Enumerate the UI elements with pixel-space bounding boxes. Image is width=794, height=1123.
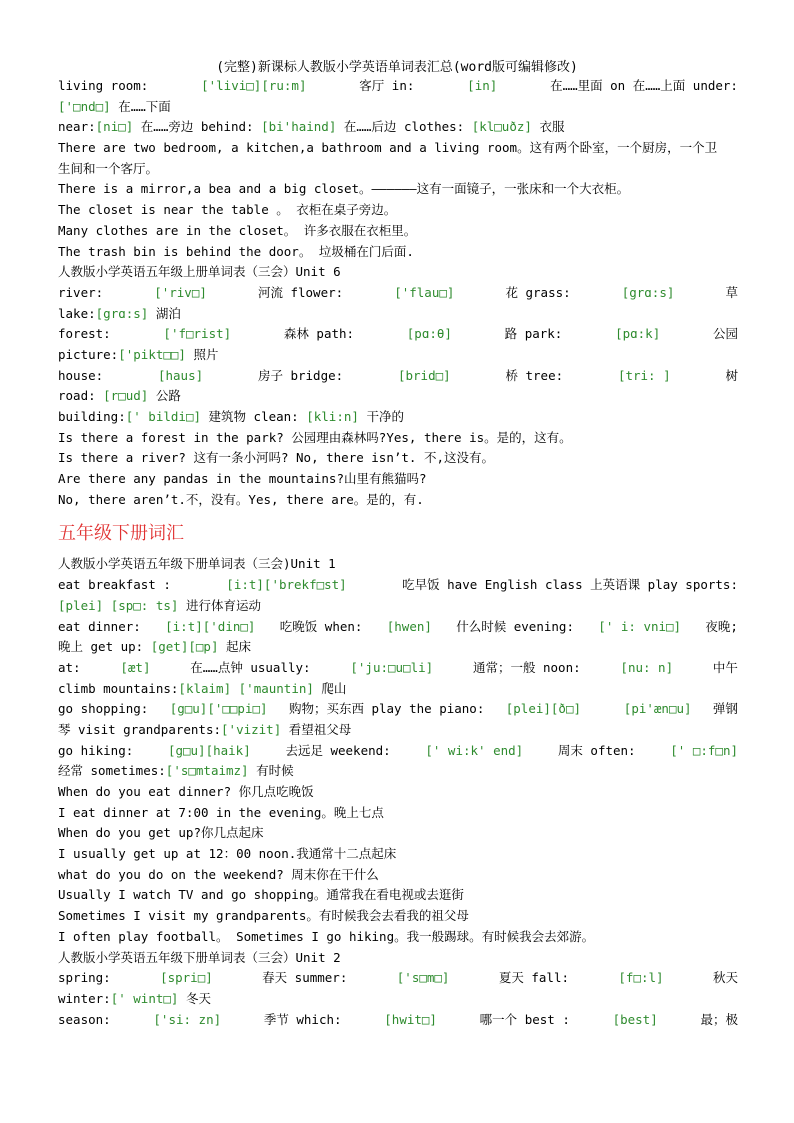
line-text	[103, 598, 111, 613]
phonetic-text: [brid□]	[397, 367, 451, 383]
line-text: eat breakfast :	[58, 577, 171, 593]
phonetic-text: [f□:l]	[618, 970, 664, 986]
text-line	[58, 637, 738, 658]
line-text: road:	[58, 388, 104, 404]
phonetic-text: ['flau□]	[394, 284, 455, 300]
text-line	[58, 927, 738, 948]
line-text: The trash bin is behind the door。 垃圾桶在门后面.	[58, 243, 414, 259]
text-line	[58, 699, 738, 720]
text-line	[58, 117, 738, 138]
phonetic-text: ['pikt□□]	[118, 346, 186, 362]
line-text: 衣服	[531, 119, 565, 135]
phonetic-text: [kli:n]	[306, 409, 359, 424]
line-text: go shopping:	[58, 701, 149, 717]
line-text: building:	[58, 409, 126, 424]
phonetic-text: [' bildi□]	[125, 409, 201, 424]
phonetic-text: [kl□uðz]	[471, 119, 532, 135]
text-line	[58, 304, 738, 325]
phonetic-text: [i:t]['brekf□st]	[226, 577, 347, 593]
line-text: Are there any pandas in the mountains?山里有熊猫吗?	[58, 471, 427, 487]
line-text: 花 grass:	[505, 284, 571, 300]
text-line	[58, 221, 738, 242]
line-text: 经常 sometimes:	[58, 763, 166, 779]
phonetic-text: [' □:f□n]	[670, 742, 738, 758]
line-text: 有时候	[248, 763, 294, 779]
line-text: 人教版小学英语五年级下册单词表（三会)Unit 1	[58, 556, 336, 572]
line-text: 路 park:	[504, 326, 563, 342]
phonetic-text: [grɑ:s]	[95, 305, 149, 321]
phonetic-text: [in]	[467, 78, 498, 93]
text-line	[58, 283, 738, 304]
line-text: season:	[58, 1011, 111, 1027]
line-text: The closet is near the table 。 衣柜在桌子旁边。	[58, 202, 397, 218]
text-line	[58, 242, 738, 263]
text-line	[58, 617, 738, 638]
text-line	[58, 1010, 738, 1031]
text-line	[58, 138, 738, 159]
line-text: eat dinner:	[58, 618, 141, 634]
line-text: forest:	[58, 326, 111, 342]
text-line	[58, 97, 738, 118]
phonetic-text: [ni□]	[95, 119, 134, 135]
line-text: I usually get up at 12：00 noon.我通常十二点起床	[58, 846, 397, 862]
line-text: 夜晚;	[705, 618, 738, 634]
text-line	[58, 596, 738, 617]
phonetic-text: [spri□]	[160, 970, 213, 986]
line-text: 在……旁边 behind:	[133, 119, 262, 135]
line-text: 哪一个 best :	[479, 1011, 570, 1027]
line-text: 夏天 fall:	[498, 970, 569, 986]
phonetic-text: [g□u][haik]	[167, 742, 251, 758]
text-line	[58, 906, 738, 927]
phonetic-text: ['riv□]	[154, 284, 207, 300]
line-text: 爬山	[313, 680, 347, 696]
line-text: 看望祖父母	[281, 721, 352, 737]
text-line	[58, 823, 738, 844]
text-line	[58, 803, 738, 824]
line-text: 通常；一般 noon:	[472, 659, 581, 675]
line-text: 河流 flower:	[257, 284, 344, 300]
line-text: river:	[58, 284, 104, 300]
line-text: climb mountains:	[58, 680, 179, 696]
phonetic-text: ['livi□][ru:m]	[201, 78, 307, 93]
text-line	[58, 345, 738, 366]
phonetic-text: [klaim]	[178, 680, 232, 696]
line-text: 公路	[148, 388, 181, 404]
line-text: 树	[725, 367, 738, 383]
line-text: 建筑物 clean:	[201, 409, 307, 424]
line-text: 晚上 get up:	[58, 639, 151, 655]
text-line	[58, 262, 738, 283]
line-text: 五年级下册词汇	[58, 523, 184, 545]
line-text: Usually I watch TV and go shopping。通常我在看电视或去逛街	[58, 887, 464, 903]
line-text: 进行体育运动	[178, 597, 261, 613]
line-text: what do you do on the weekend? 周末你在干什么	[58, 866, 379, 882]
document-header: (完整)新课标人教版小学英语单词表汇总(word版可编辑修改)	[216, 60, 578, 75]
line-text: 起床	[218, 639, 251, 655]
line-text: There is a mirror,a bea and a big closet。——————这有一面镜子，一张床和一个大衣柜。	[58, 181, 630, 197]
phonetic-text: ['ju:□u□li]	[350, 659, 434, 675]
phonetic-text: [grɑ:s]	[621, 284, 675, 300]
line-text: 桥 tree:	[505, 367, 564, 383]
text-line	[58, 200, 738, 221]
text-line	[58, 720, 738, 741]
phonetic-text: [r□ud]	[103, 388, 149, 404]
phonetic-text: ['□nd□]	[58, 98, 111, 114]
line-text: 人教版小学英语五年级下册单词表（三会）Unit 2	[58, 949, 341, 965]
line-text: 在……里面 on 在……上面 under:	[550, 78, 738, 93]
line-text: near:	[58, 119, 96, 135]
line-text: When do you get up?你几点起床	[58, 825, 264, 841]
text-line	[58, 741, 738, 762]
line-text: 琴 visit grandparents:	[58, 721, 222, 737]
line-text: 去远足 weekend:	[285, 742, 391, 758]
phonetic-text: [best]	[612, 1011, 658, 1027]
text-line	[58, 366, 738, 387]
line-text: 秋天	[712, 970, 738, 986]
line-text: 购物；买东西 play the piano:	[288, 701, 485, 717]
phonetic-text: [tri: ]	[617, 367, 671, 383]
text-line	[58, 407, 738, 428]
line-text: 生间和一个客厅。	[58, 160, 159, 176]
text-line	[58, 989, 738, 1010]
text-line	[58, 844, 738, 865]
phonetic-text: [haus]	[157, 367, 204, 383]
phonetic-text: [' wint□]	[110, 990, 179, 1006]
phonetic-text: ['f□rist]	[163, 326, 232, 342]
line-text: 吃晚饭 when:	[279, 618, 363, 634]
phonetic-text: [get][□p]	[150, 639, 219, 655]
phonetic-text: ['s□mtaimz]	[165, 763, 249, 779]
phonetic-text: ['mauntin]	[238, 680, 314, 696]
phonetic-text: [i:t]['din□]	[165, 618, 256, 634]
line-text: 干净的	[358, 409, 404, 424]
phonetic-text: ['s□m□]	[396, 970, 450, 986]
line-text: Is there a forest in the park? 公园理由森林吗?Yes, there is。是的，这有。	[58, 429, 572, 445]
text-line	[58, 386, 738, 407]
line-text: 中午	[712, 659, 738, 675]
text-line	[58, 968, 738, 989]
text-line	[58, 658, 738, 679]
line-text: winter:	[58, 990, 111, 1006]
line-text: Many clothes are in the closet。 许多衣服在衣柜里。	[58, 222, 417, 238]
line-text: 人教版小学英语五年级上册单词表（三会）Unit 6	[58, 264, 341, 280]
text-line	[58, 179, 738, 200]
text-line	[58, 782, 738, 803]
text-line	[58, 159, 738, 180]
phonetic-text: ['vizit]	[221, 721, 282, 737]
line-text: 冬天	[178, 990, 211, 1006]
phonetic-text: ['si: zn]	[153, 1011, 222, 1027]
phonetic-text: [plei]	[58, 597, 104, 613]
text-line	[58, 865, 738, 886]
line-text: 周末 often:	[557, 742, 636, 758]
line-text: 草	[725, 284, 738, 300]
phonetic-text: [pɑ:θ]	[406, 326, 452, 342]
phonetic-text: [' i: vni□]	[598, 618, 682, 634]
line-text: living room:	[58, 78, 149, 93]
line-text	[231, 681, 239, 696]
text-line	[58, 324, 738, 345]
line-text: 季节 which:	[263, 1011, 342, 1027]
line-text: 最；极	[700, 1011, 738, 1027]
line-text: 吃早饭 have English class 上英语课 play sports:	[402, 577, 738, 593]
line-text: 弹钢	[712, 701, 738, 717]
line-text: at:	[58, 659, 81, 675]
line-text: lake:	[58, 305, 96, 321]
line-text: 春天 summer:	[262, 970, 348, 986]
line-text: 客厅 in:	[359, 78, 415, 93]
phonetic-text: [hwen]	[386, 618, 432, 634]
phonetic-text: [pi'æn□u]	[623, 701, 692, 717]
phonetic-text: [g□u]['□□pi□]	[169, 701, 268, 717]
line-text: house:	[58, 367, 104, 383]
text-line	[58, 428, 738, 449]
line-text: 公园	[712, 326, 738, 342]
document-body	[58, 76, 738, 1030]
phonetic-text: [plei][ð□]	[505, 701, 582, 717]
phonetic-text: [sp□: ts]	[110, 597, 179, 613]
phonetic-text: [æt]	[120, 659, 151, 675]
text-line	[58, 76, 738, 97]
phonetic-text: [nu: n]	[620, 659, 674, 675]
line-text: 照片	[185, 346, 219, 362]
line-text: I often play football。 Sometimes I go hiking。我一般踢球。有时候我会去郊游。	[58, 928, 595, 944]
line-text: When do you eat dinner? 你几点吃晚饭	[58, 784, 314, 799]
line-text: 森林 path:	[283, 326, 355, 342]
section-heading	[58, 510, 738, 554]
text-line	[58, 679, 738, 700]
text-line	[58, 948, 738, 969]
text-line	[58, 469, 738, 490]
phonetic-text: [pɑ:k]	[615, 326, 661, 342]
text-line	[58, 448, 738, 469]
line-text: Is there a river? 这有一条小河吗? No, there isn’t. 不,这没有。	[58, 450, 494, 466]
line-text: 什么时候 evening:	[456, 618, 574, 634]
line-text: Sometimes I visit my grandparents。有时候我会去看我的祖父母	[58, 908, 469, 924]
line-text: 房子 bridge:	[257, 367, 344, 383]
line-text: I eat dinner at 7:00 in the evening。晚上七点	[58, 804, 384, 820]
text-line	[58, 554, 738, 575]
line-text: spring:	[58, 970, 111, 986]
line-text: go hiking:	[58, 742, 134, 758]
line-text: 在……点钟 usually:	[190, 659, 311, 675]
phonetic-text: [bi'haind]	[261, 119, 337, 135]
phonetic-text: [' wi:k' end]	[425, 742, 524, 758]
text-line	[58, 575, 738, 596]
line-text: 湖泊	[148, 305, 181, 321]
line-text: picture:	[58, 346, 119, 362]
line-text: No, there aren’t.不，没有。Yes, there are。是的，有.	[58, 491, 424, 507]
line-text: There are two bedroom, a kitchen,a bathroom and a living room。这有两个卧室，一个厨房，一个卫	[58, 140, 718, 156]
line-text: 在……后边 clothes:	[336, 119, 472, 135]
text-line	[58, 761, 738, 782]
text-line	[58, 490, 738, 511]
line-text: 在……下面	[110, 98, 171, 114]
text-line	[58, 885, 738, 906]
phonetic-text: [hwit□]	[384, 1011, 437, 1027]
